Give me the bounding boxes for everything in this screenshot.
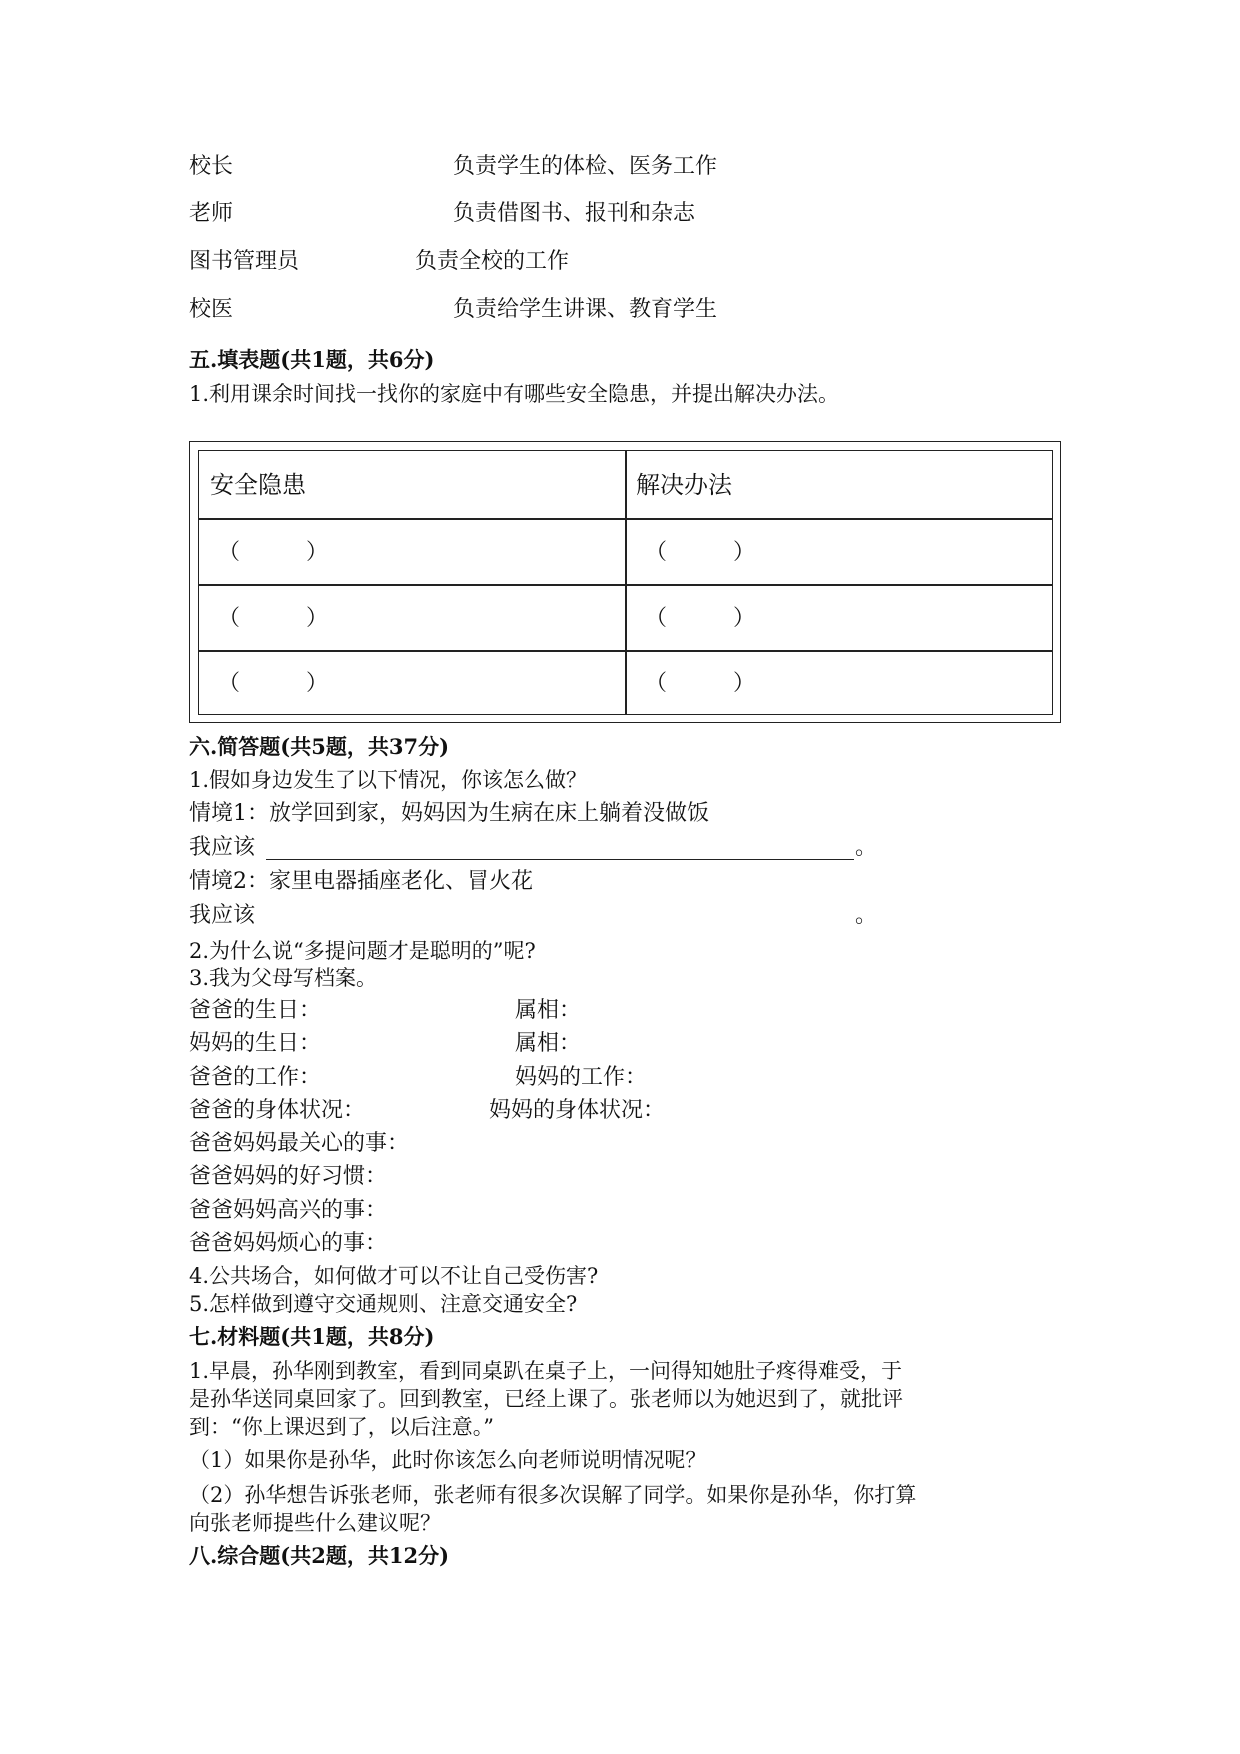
section6-q5: 5.怎样做到遵守交通规则、注意交通安全? — [189, 1292, 578, 1316]
profile-field: 爸爸的生日： — [189, 998, 322, 1023]
section7-sub1: （1）如果你是孙华，此时你该怎么向老师说明情况呢？ — [189, 1448, 707, 1472]
table-row-divider — [198, 584, 1053, 586]
section8-heading: 八.综合题(共2题，共12分) — [189, 1543, 450, 1568]
table-cell[interactable]: （ ） — [218, 606, 329, 631]
section6-q4: 4.公共场合，如何做才可以不让自己受伤害? — [189, 1264, 599, 1288]
answer-line-1[interactable] — [266, 859, 854, 860]
profile-field: 爸爸的身体状况： — [189, 1098, 366, 1123]
section7-heading: 七.材料题(共1题，共8分) — [189, 1324, 435, 1349]
table-cell[interactable]: （ ） — [218, 671, 329, 696]
section7-para-line: 到：“你上课迟到了，以后注意。” — [189, 1415, 494, 1439]
profile-field: 爸爸的工作： — [189, 1065, 322, 1090]
match-left-4: 校医 — [189, 297, 234, 322]
profile-field: 爸爸妈妈烦心的事： — [189, 1231, 388, 1256]
answer-prefix-1: 我应该 — [189, 835, 256, 860]
profile-field: 妈妈的生日： — [189, 1031, 322, 1056]
table-cell[interactable]: （ ） — [645, 606, 756, 631]
section6-q2: 2.为什么说“多提问题才是聪明的”呢? — [189, 939, 536, 963]
section6-scene1: 情境1：放学回到家，妈妈因为生病在床上躺着没做饭 — [189, 801, 709, 826]
table-row-divider — [198, 518, 1053, 520]
section7-para-line: 1.早晨，孙华刚到教室，看到同桌趴在桌子上，一问得知她肚子疼得难受，于 — [189, 1359, 903, 1383]
match-left-1: 校长 — [189, 154, 234, 179]
profile-field: 属相： — [515, 1031, 582, 1056]
match-left-2: 老师 — [189, 201, 234, 226]
profile-field: 妈妈的身体状况： — [489, 1098, 666, 1123]
section6-q1: 1.假如身边发生了以下情况，你该怎么做？ — [189, 768, 588, 792]
profile-field: 妈妈的工作： — [515, 1065, 648, 1090]
profile-field: 爸爸妈妈的好习惯： — [189, 1164, 388, 1189]
match-right-3: 负责全校的工作 — [415, 249, 570, 274]
table-column-divider — [625, 450, 627, 715]
table-header-solution: 解决办法 — [636, 471, 732, 499]
profile-field: 爸爸妈妈高兴的事： — [189, 1198, 388, 1223]
answer-period-2: 。 — [855, 903, 878, 928]
match-right-1: 负责学生的体检、医务工作 — [453, 154, 718, 179]
answer-prefix-2: 我应该 — [189, 903, 256, 928]
section5-q1: 1.利用课余时间找一找你的家庭中有哪些安全隐患，并提出解决办法。 — [189, 382, 840, 406]
answer-period-1: 。 — [855, 835, 878, 860]
section5-heading: 五.填表题(共1题，共6分) — [189, 347, 435, 372]
table-row-divider — [198, 650, 1053, 652]
section6-scene2: 情境2：家里电器插座老化、冒火花 — [189, 869, 533, 894]
match-right-4: 负责给学生讲课、教育学生 — [453, 297, 718, 322]
profile-field: 属相： — [515, 998, 582, 1023]
section7-sub2-line: （2）孙华想告诉张老师，张老师有很多次误解了同学。如果你是孙华，你打算 — [189, 1483, 917, 1507]
table-cell[interactable]: （ ） — [218, 540, 329, 565]
section7-sub2-line: 向张老师提些什么建议呢？ — [189, 1511, 441, 1535]
profile-field: 爸爸妈妈最关心的事： — [189, 1131, 410, 1156]
section7-para-line: 是孙华送同桌回家了。回到教室，已经上课了。张老师以为她迟到了，就批评 — [189, 1387, 903, 1411]
match-right-2: 负责借图书、报刊和杂志 — [453, 201, 696, 226]
section6-q3: 3.我为父母写档案。 — [189, 966, 378, 990]
table-cell[interactable]: （ ） — [645, 671, 756, 696]
table-header-hazard: 安全隐患 — [210, 471, 306, 499]
section6-heading: 六.简答题(共5题，共37分) — [189, 734, 450, 759]
match-left-3: 图书管理员 — [189, 249, 300, 274]
table-cell[interactable]: （ ） — [645, 540, 756, 565]
